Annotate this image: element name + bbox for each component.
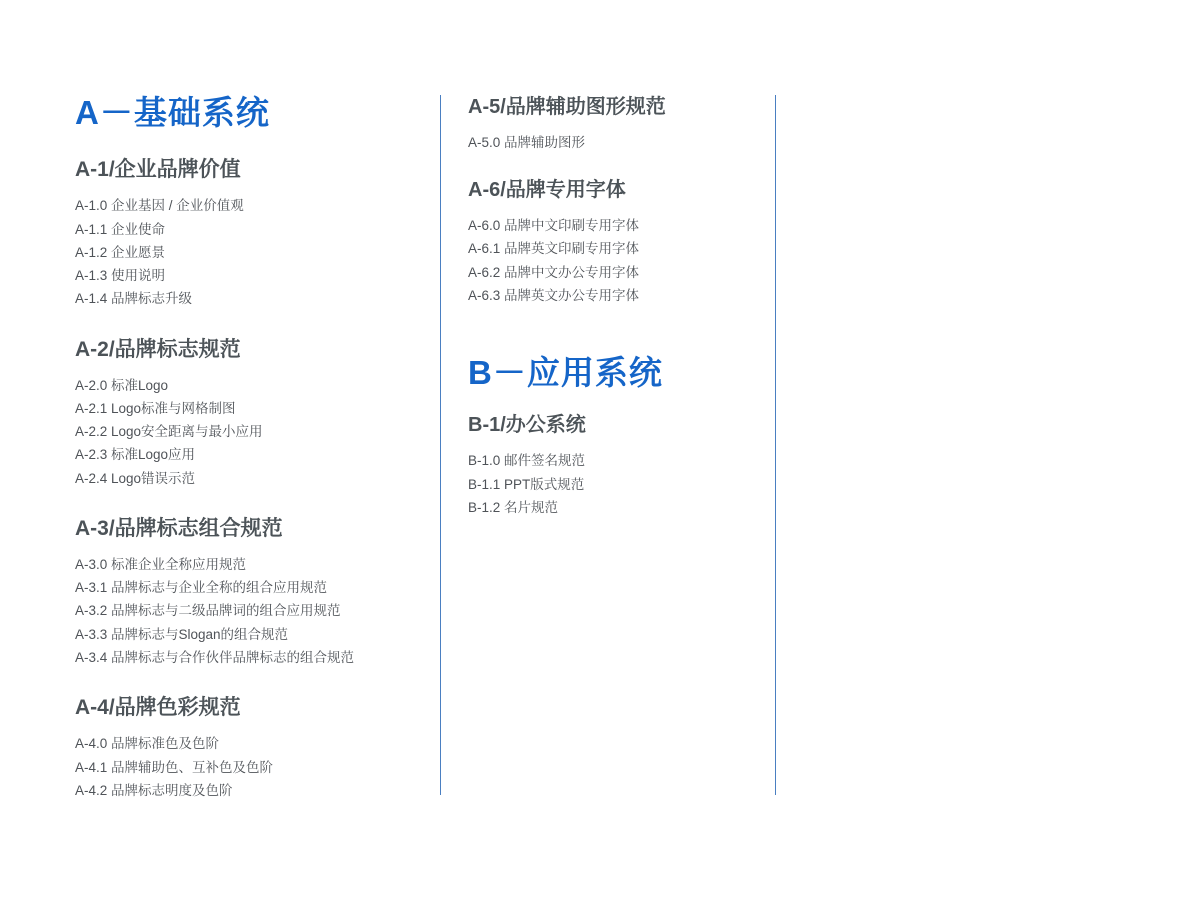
- group-a1: [75, 157, 430, 310]
- group-items-a3: [75, 553, 430, 669]
- group-items-a5: [468, 131, 768, 154]
- group-title-a4: A-4/品牌色彩规范: [75, 696, 241, 720]
- group-title-b1: B-1/办公系统: [468, 414, 586, 437]
- group-items-b1: [468, 449, 768, 519]
- list-item: A-6.2 品牌中文办公专用字体: [468, 264, 640, 280]
- list-item: A-2.0 标准Logo: [75, 377, 169, 393]
- group-title-a3: A-3/品牌标志组合规范: [75, 516, 283, 540]
- list-item: A-4.2 品牌标志明度及色阶: [75, 782, 233, 798]
- vertical-divider-left: [440, 95, 441, 795]
- system-title-a: A－基础系统: [75, 94, 270, 131]
- group-a6: [468, 178, 768, 307]
- list-item: A-1.2 企业愿景: [75, 244, 166, 260]
- list-item: A-3.0 标准企业全称应用规范: [75, 557, 247, 573]
- list-item: A-5.0 品牌辅助图形: [468, 135, 586, 150]
- list-item: B-1.2 名片规范: [468, 499, 559, 515]
- vertical-divider-right: [775, 95, 776, 795]
- group-items-a6: [468, 214, 768, 307]
- group-items-a1: [75, 194, 430, 310]
- group-title-a6: A-6/品牌专用字体: [468, 179, 626, 202]
- column-left: [75, 95, 430, 828]
- group-title-a5: A-5/品牌辅助图形规范: [468, 96, 666, 118]
- list-item: A-2.2 Logo安全距离与最小应用: [75, 424, 263, 440]
- list-item: A-3.2 品牌标志与二级品牌词的组合应用规范: [75, 603, 341, 619]
- list-item: A-1.4 品牌标志升级: [75, 291, 193, 307]
- group-title-a1: A-1/企业品牌价值: [75, 158, 241, 182]
- list-item: B-1.0 邮件签名规范: [468, 453, 586, 469]
- group-a3: [75, 516, 430, 669]
- list-item: A-2.3 标准Logo应用: [75, 447, 196, 463]
- list-item: A-3.3 品牌标志与Slogan的组合规范: [75, 626, 289, 642]
- list-item: A-3.1 品牌标志与企业全称的组合应用规范: [75, 580, 328, 596]
- group-b1: [468, 413, 768, 519]
- group-a4: [75, 695, 430, 802]
- group-items-a2: [75, 374, 430, 490]
- system-title-b: B－应用系统: [468, 354, 663, 392]
- column-right: [468, 95, 768, 543]
- group-a2: [75, 337, 430, 490]
- list-item: A-2.4 Logo错误示范: [75, 470, 196, 486]
- list-item: A-3.4 品牌标志与合作伙伴品牌标志的组合规范: [75, 649, 355, 665]
- list-item: A-4.1 品牌辅助色、互补色及色阶: [75, 759, 274, 775]
- group-a5: [468, 95, 768, 154]
- list-item: A-6.0 品牌中文印刷专用字体: [468, 218, 640, 234]
- list-item: A-1.1 企业使命: [75, 221, 166, 237]
- list-item: A-6.3 品牌英文办公专用字体: [468, 287, 640, 303]
- list-item: B-1.1 PPT版式规范: [468, 476, 585, 492]
- group-title-a2: A-2/品牌标志规范: [75, 337, 241, 361]
- list-item: A-1.0 企业基因 / 企业价值观: [75, 198, 244, 214]
- list-item: A-1.3 使用说明: [75, 268, 166, 284]
- group-items-a4: [75, 732, 430, 802]
- list-item: A-4.0 品牌标准色及色阶: [75, 736, 220, 752]
- list-item: A-6.1 品牌英文印刷专用字体: [468, 241, 640, 257]
- list-item: A-2.1 Logo标准与网格制图: [75, 400, 236, 416]
